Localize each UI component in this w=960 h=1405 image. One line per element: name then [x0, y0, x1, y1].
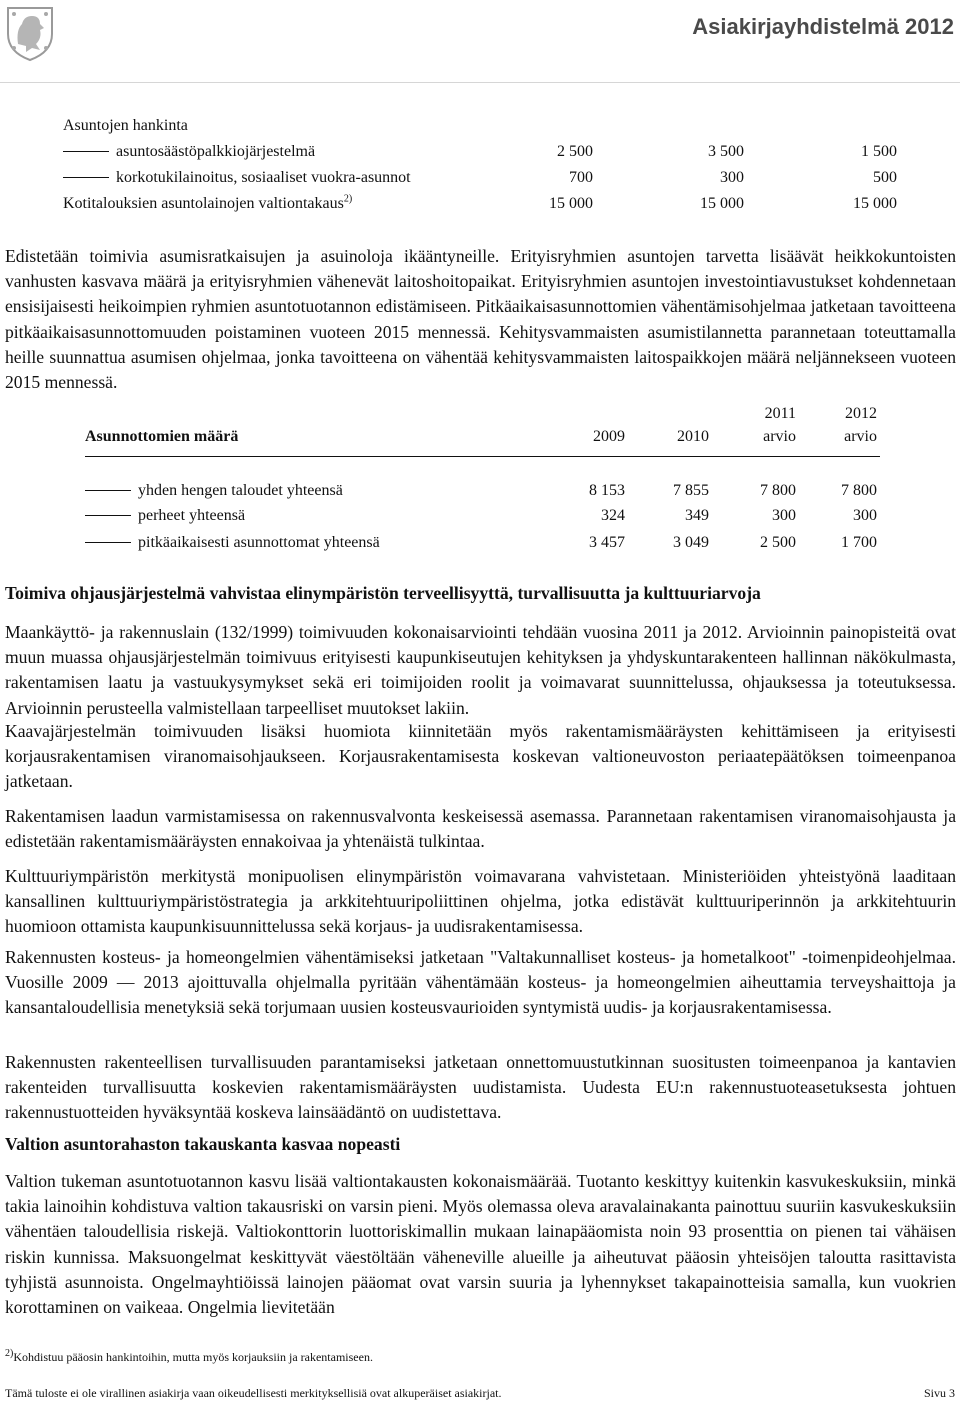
table-row	[85, 504, 245, 528]
table-title: Asunnottomien määrä	[85, 428, 239, 445]
table-row	[85, 479, 343, 503]
table-cell: 7 855	[673, 482, 709, 499]
table-cell: 3 049	[673, 534, 709, 551]
table-cell: 324	[601, 507, 625, 524]
table-row	[63, 166, 411, 190]
row-label: yhden hengen taloudet yhteensä	[138, 482, 343, 499]
lion-crest-icon	[4, 4, 56, 62]
table-cell: 2 500	[760, 534, 796, 551]
footnote-marker: 2)	[5, 1348, 14, 1359]
table-cell: 3 500	[708, 143, 744, 160]
table-cell: 1 700	[841, 534, 877, 551]
table-cell: 7 800	[760, 482, 796, 499]
paragraph: Edistetään toimivia asumisratkaisujen ja asuinoloja ikääntyneille. Erityisryhmien asuntojen tarvetta lisäävät heikkokuntoisten vanhusten kasvava määrä ja erityisryhmien vähenevät laitoshoitopaikat. Erityisryhmien asuntojen investointiavustukset kohdennetaan ensisijaisesti heikoimpien ryhmien asuntotuotannon edistämiseen. Pitkäaikaisasunnottomien vähentämisohjelmaa jatketaan tavoitteena pitkäaikaisasunnottomuuden poistaminen vuoteen 2015 mennessä. Kehitysvammaisten asumistilannetta parannetaan toteuttamalla heille suunnattua asumisen ohjelmaa, jonka tavoitteena on vähentää kehitysvammaisten laitospaikkojen määrä neljännekseen vuoteen 2015 mennessä.	[5, 246, 956, 393]
table-cell: 15 000	[700, 195, 744, 212]
column-header: 2012	[845, 405, 877, 422]
page-number: Sivu 3	[923, 1386, 955, 1400]
row-label: Kotitalouksien asuntolainojen valtiontakaus	[63, 195, 344, 212]
table-cell: 300	[853, 507, 877, 524]
table-divider	[85, 456, 880, 457]
table-cell: 1 500	[861, 143, 897, 160]
column-header: arvio	[844, 428, 877, 445]
dash-marker	[63, 151, 109, 152]
page-footer	[5, 1386, 955, 1401]
paragraph: Valtion tukeman asuntotuotannon kasvu lisää valtiontakausten kokonaismäärää. Tuotanto keskittyy kuitenkin kasvukeskuksiin, minkä takia lainoihin kohdistuva valtion takausriski on varsin pieni. Myös olemassa oleva aravalainakanta painottuu suuriin kasvukeskuksiin vähentäen taloudellisia riskejä. Valtiokonttorin luottoriskimallin mukaan lainapääomista noin 93 prosenttia on pienen tai vähäisen riskin kunnissa. Maksuongelmat keskittyvät väestöltään väheneville alueille ja aiheutuvat pääosin yhteisöjen taloutta rasittavista tyhjistä asunnoista. Ongelmayhtiöissä lainojen pääomat ovat varsin suuria ja lyhennykset takapainotteisia samalla, kun vuokrien korottaminen on vaikeaa. Ongelmia lievitetään	[5, 1171, 956, 1318]
paragraph: Rakennusten kosteus- ja homeongelmien vähentämiseksi jatketaan "Valtakunnalliset kosteus- ja hometalkoot" -toimenpideohjelmaa. Vuosille 2009 — 2013 ajoittuvalla ohjelmalla pyritään vähentämään kosteus- ja homeongelmien aiheuttamia terveyshaittoja ja kansantaloudellisia menetyksiä sekä torjumaan uusien kosteusvaurioiden syntymistä uudis- ja korjausrakentamisessa.	[5, 947, 956, 1018]
table-cell: 15 000	[853, 195, 897, 212]
footnote-marker: 2)	[343, 193, 353, 205]
paragraph: Rakennusten rakenteellisen turvallisuuden parantamiseksi jatketaan onnettomuustutkinnan suositusten toimeenpanoa ja kantavien rakenteiden turvallisuutta koskevien rakentamismääräysten uudistamista. Uudesta EU:n rakennustuoteasetuksesta johtuen rakennustuotteiden hyväksyntää koskeva lainsäädäntö on uudistettava.	[5, 1052, 956, 1123]
paragraph: Kulttuuriympäristön merkitystä monipuolisen elinympäristön voimavarana vahvistetaan. Ministeriöiden yhteistyönä laaditaan kansallinen kulttuuriympäristöstrategia ja arkkitehtuuripoliittinen ohjelma, jotka edistävät kulttuuriperinnön ja arkkitehtuurin huomioon ottamista kaupunkisuunnittelussa sekä korjaus- ja uudisrakentamisessa.	[5, 866, 956, 937]
column-header: 2011	[764, 405, 796, 422]
table-cell: 349	[685, 507, 709, 524]
dash-marker	[85, 515, 131, 516]
section-heading: Toimiva ohjausjärjestelmä vahvistaa elinympäristön terveellisyyttä, turvallisuutta ja kulttuuriarvoja	[5, 583, 761, 603]
dash-marker	[85, 542, 131, 543]
table-cell: 2 500	[557, 143, 593, 160]
row-label: korkotukilainoitus, sosiaaliset vuokra-asunnot	[116, 169, 411, 186]
row-label: perheet yhteensä	[138, 507, 246, 524]
table-cell: 8 153	[589, 482, 625, 499]
footnote	[5, 1350, 373, 1365]
table-section-label: Asuntojen hankinta	[63, 117, 188, 134]
paragraph: Rakentamisen laadun varmistamisessa on rakennusvalvonta keskeisessä asemassa. Parannetaan rakentamisen viranomaisohjausta ja edistetään rakentamismääräysten ennakoivaa ja yhtenäistä tulkintaa.	[5, 806, 956, 852]
row-label: asuntosäästöpalkkiojärjestelmä	[116, 143, 316, 160]
row-label: pitkäaikaisesti asunnottomat yhteensä	[138, 534, 380, 551]
table-row	[85, 531, 380, 555]
document-title: Asiakirjayhdistelmä 2012	[692, 14, 954, 39]
table-row	[63, 140, 315, 164]
column-header: arvio	[763, 428, 796, 445]
dash-marker	[63, 177, 109, 178]
column-header: 2010	[677, 428, 709, 445]
table-cell: 3 457	[589, 534, 625, 551]
footer-disclaimer: Tämä tuloste ei ole virallinen asiakirja vaan oikeudellisesti merkityksellisiä ovat alkuperäiset asiakirjat.	[5, 1386, 502, 1400]
table-cell: 15 000	[549, 195, 593, 212]
table-row	[63, 192, 352, 216]
homeless-table	[85, 402, 880, 552]
table-cell: 500	[873, 169, 897, 186]
dash-marker	[85, 490, 131, 491]
footnote-text: Kohdistuu pääosin hankintoihin, mutta myös korjauksiin ja rakentamiseen.	[13, 1350, 373, 1364]
section-heading: Valtion asuntorahaston takauskanta kasvaa nopeasti	[5, 1134, 401, 1154]
paragraph: Maankäyttö- ja rakennuslain (132/1999) toimivuuden kokonaisarviointi tehdään vuosina 2011 ja 2012. Arvioinnin painopisteitä ovat muun muassa ohjausjärjestelmän toimivuus erityisesti kaupunkiseutujen kehityksen ja yhdyskuntarakenteen hallinnan näkökulmasta, rakentamisen laatu ja vastuukysymykset sekä eri toimijoiden roolit ja voimavarat suunnittelussa, ohjauksessa ja toteutuksessa. Arvioinnin perusteella valmistellaan tarpeelliset muutokset lakiin.	[5, 622, 956, 718]
column-header: 2009	[593, 428, 625, 445]
housing-table	[63, 114, 903, 224]
table-cell: 300	[720, 169, 744, 186]
table-cell: 700	[569, 169, 593, 186]
table-cell: 7 800	[841, 482, 877, 499]
table-cell: 300	[772, 507, 796, 524]
page-header	[0, 0, 960, 83]
paragraph: Kaavajärjestelmän toimivuuden lisäksi huomiota kiinnitetään myös rakentamismääräysten kehittämiseen ja erityisesti korjausrakentamisen viranomaisohjaukseen. Korjausrakentamisesta koskevan valtioneuvoston periaatepäätöksen toimeenpanoa jatketaan.	[5, 721, 956, 792]
